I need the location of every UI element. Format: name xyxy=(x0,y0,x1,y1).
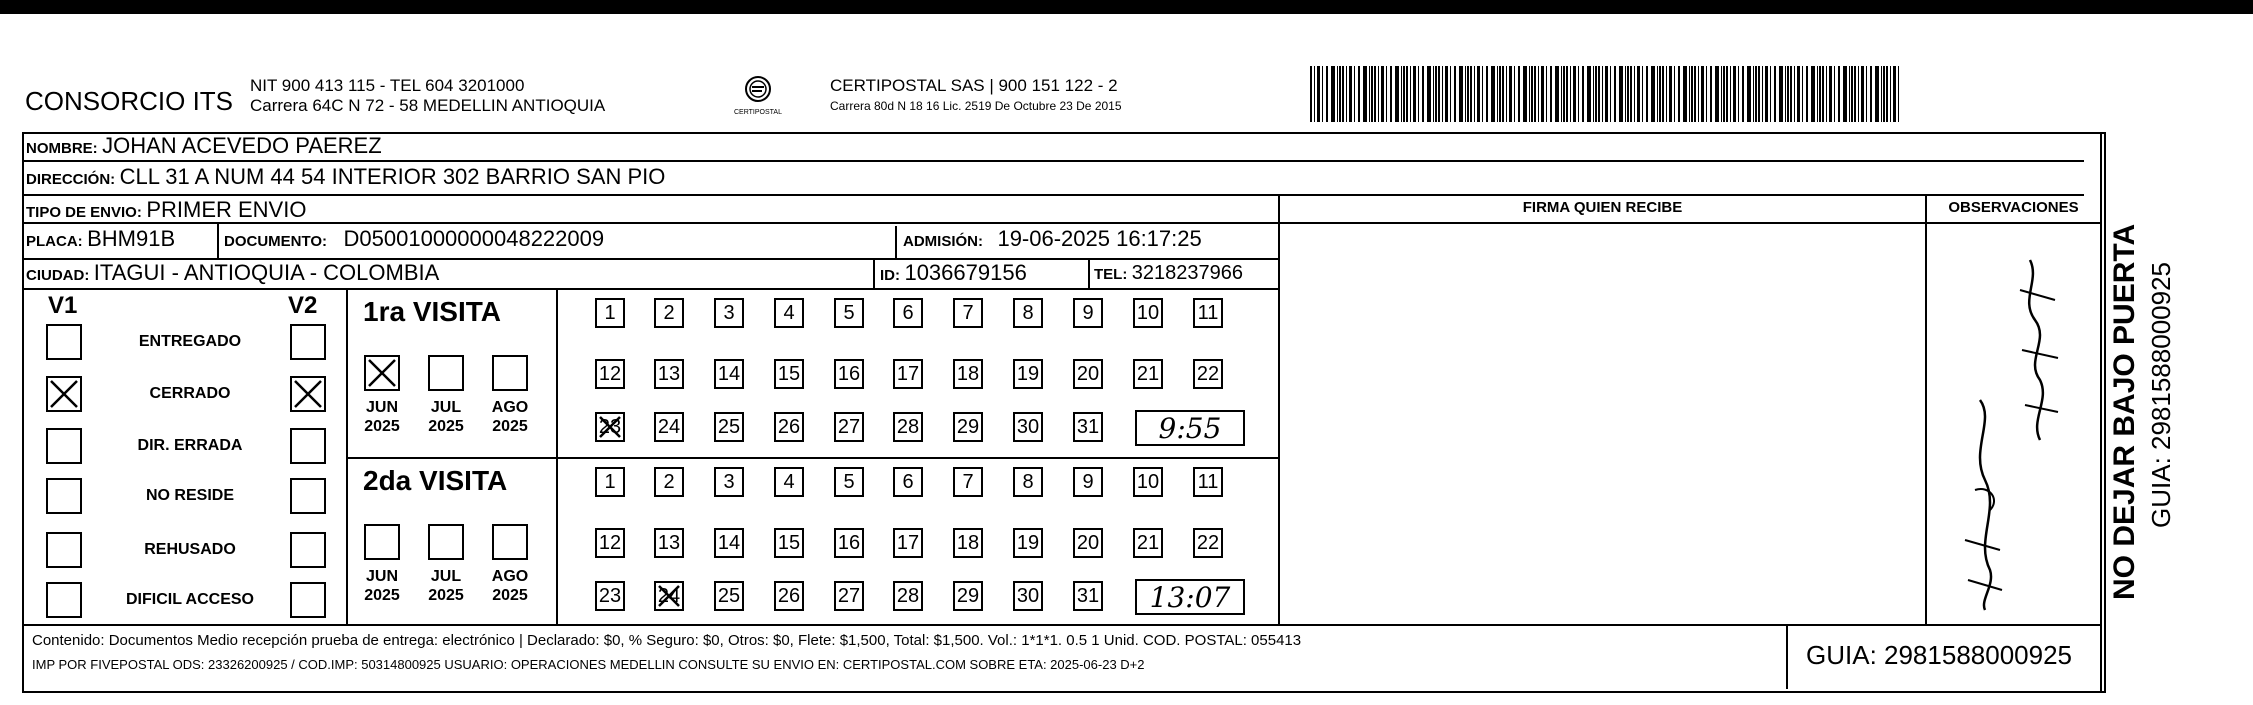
status-label: ENTREGADO xyxy=(138,333,242,350)
status-label: REHUSADO xyxy=(144,541,236,558)
day-number: 25 xyxy=(717,416,741,438)
day-number: 7 xyxy=(962,302,974,324)
v2-header: V2 xyxy=(288,292,318,319)
placa-value: BHM91B xyxy=(87,226,176,251)
day-number: 22 xyxy=(1196,363,1220,385)
visit-2-title: 2da VISITA xyxy=(363,465,508,496)
day-box[interactable] xyxy=(1073,412,1103,442)
side-guia: GUIA: 2981588000925 xyxy=(2146,262,2176,528)
admision-value: 19-06-2025 16:17:25 xyxy=(997,226,1202,251)
day-box[interactable] xyxy=(1013,412,1043,442)
tel-label: TEL: xyxy=(1094,266,1128,283)
day-number: 4 xyxy=(783,471,795,493)
day-number: 19 xyxy=(1016,532,1040,554)
day-box[interactable] xyxy=(595,581,625,611)
nit-line: NIT 900 413 115 - TEL 604 3201000 xyxy=(250,76,525,95)
month-name: AGO xyxy=(491,568,529,585)
day-box[interactable] xyxy=(834,528,864,558)
day-number: 28 xyxy=(896,416,920,438)
divider xyxy=(217,222,219,258)
day-box[interactable] xyxy=(1193,528,1223,558)
v2-checkbox[interactable] xyxy=(290,582,326,618)
day-number: 27 xyxy=(837,416,861,438)
nombre-row xyxy=(26,133,382,159)
day-number: 31 xyxy=(1076,416,1100,438)
day-number: 15 xyxy=(777,363,801,385)
v2-checkbox[interactable] xyxy=(290,532,326,568)
day-box[interactable] xyxy=(654,298,684,328)
day-number: 9 xyxy=(1082,302,1094,324)
day-number: 22 xyxy=(1196,532,1220,554)
divider xyxy=(346,457,1278,459)
month-year: 2025 xyxy=(492,418,528,435)
v1-header: V1 xyxy=(48,292,78,319)
day-box[interactable] xyxy=(654,412,684,442)
day-box[interactable] xyxy=(1073,298,1103,328)
day-number: 10 xyxy=(1136,302,1160,324)
ciudad-row xyxy=(26,260,439,286)
direccion-label: DIRECCIÓN: xyxy=(26,171,116,188)
day-box[interactable] xyxy=(1193,467,1223,497)
side-warning: NO DEJAR BAJO PUERTA xyxy=(2108,223,2141,600)
month-year: 2025 xyxy=(364,418,400,435)
day-box[interactable] xyxy=(1193,359,1223,389)
month-name: JUL xyxy=(430,399,462,416)
ciudad-label: CIUDAD: xyxy=(26,267,90,284)
day-number: 29 xyxy=(956,416,980,438)
direccion-row xyxy=(26,164,665,190)
divider xyxy=(2100,132,2102,691)
divider xyxy=(1278,194,1280,624)
certipostal-info xyxy=(830,76,1122,116)
day-box[interactable] xyxy=(1073,467,1103,497)
day-number: 8 xyxy=(1022,471,1034,493)
month-year: 2025 xyxy=(492,587,528,604)
day-box[interactable] xyxy=(1013,528,1043,558)
id-value: 1036679156 xyxy=(904,260,1027,285)
month-name: JUN xyxy=(365,568,398,585)
month-label xyxy=(421,567,471,605)
day-number: 12 xyxy=(598,532,622,554)
day-number: 24 xyxy=(657,585,681,607)
day-box[interactable] xyxy=(953,581,983,611)
id-label: ID: xyxy=(880,267,900,284)
day-box[interactable] xyxy=(1073,581,1103,611)
day-box[interactable] xyxy=(654,581,684,611)
day-number: 26 xyxy=(777,585,801,607)
day-box[interactable] xyxy=(953,359,983,389)
day-box[interactable] xyxy=(1013,467,1043,497)
divider xyxy=(1786,624,1788,689)
day-box[interactable] xyxy=(714,359,744,389)
tel-row xyxy=(1094,262,1243,285)
visit-time: 13:07 xyxy=(1135,579,1245,615)
top-border xyxy=(0,0,2253,14)
v2-checkbox[interactable] xyxy=(290,376,326,412)
day-number: 5 xyxy=(843,471,855,493)
day-box[interactable] xyxy=(953,412,983,442)
address-line: Carrera 64C N 72 - 58 MEDELLIN ANTIOQUIA xyxy=(250,96,606,115)
day-number: 13 xyxy=(657,532,681,554)
day-box[interactable] xyxy=(1133,528,1163,558)
day-box[interactable] xyxy=(774,581,804,611)
logo-text: CERTIPOSTAL xyxy=(734,109,782,116)
month-name: JUL xyxy=(430,568,462,585)
day-number: 21 xyxy=(1136,363,1160,385)
month-checkbox[interactable] xyxy=(428,355,464,391)
day-box[interactable] xyxy=(774,467,804,497)
day-box[interactable] xyxy=(893,298,923,328)
month-label xyxy=(421,398,471,436)
id-row xyxy=(880,260,1027,286)
placa-row xyxy=(26,226,175,252)
handwritten-observation xyxy=(1940,240,2090,620)
firma-header: FIRMA QUIEN RECIBE xyxy=(1522,199,1683,216)
v1-checkbox[interactable] xyxy=(46,324,82,360)
day-number: 16 xyxy=(837,363,861,385)
day-box[interactable] xyxy=(893,528,923,558)
day-box[interactable] xyxy=(714,528,744,558)
certipostal-line: CERTIPOSTAL SAS | 900 151 122 - 2 xyxy=(830,76,1118,95)
status-label: CERRADO xyxy=(149,385,231,402)
month-label xyxy=(485,398,535,436)
admision-row xyxy=(903,226,1202,252)
day-number: 24 xyxy=(657,416,681,438)
day-box[interactable] xyxy=(1133,467,1163,497)
footer-guia: GUIA: 2981588000925 xyxy=(1806,640,2072,670)
tipo-row xyxy=(26,197,306,223)
month-label xyxy=(357,398,407,436)
tipo-value: PRIMER ENVIO xyxy=(146,197,307,222)
company-info xyxy=(250,76,605,116)
day-number: 3 xyxy=(723,302,735,324)
day-number: 14 xyxy=(717,532,741,554)
divider xyxy=(1088,258,1090,288)
day-box[interactable] xyxy=(1013,359,1043,389)
day-number: 13 xyxy=(657,363,681,385)
day-box[interactable] xyxy=(893,467,923,497)
day-box[interactable] xyxy=(595,528,625,558)
day-box[interactable] xyxy=(893,581,923,611)
month-name: AGO xyxy=(491,399,529,416)
divider xyxy=(346,288,348,624)
day-box[interactable] xyxy=(774,298,804,328)
day-box[interactable] xyxy=(595,467,625,497)
day-number: 19 xyxy=(1016,363,1040,385)
month-year: 2025 xyxy=(364,587,400,604)
day-box[interactable] xyxy=(595,359,625,389)
v1-checkbox[interactable] xyxy=(46,582,82,618)
day-box[interactable] xyxy=(1013,298,1043,328)
divider xyxy=(22,160,2084,162)
v1-checkbox[interactable] xyxy=(46,478,82,514)
direccion-value: CLL 31 A NUM 44 54 INTERIOR 302 BARRIO SAN PIO xyxy=(119,164,666,189)
day-number: 26 xyxy=(777,416,801,438)
day-box[interactable] xyxy=(595,412,625,442)
divider xyxy=(556,288,558,624)
v2-checkbox[interactable] xyxy=(290,478,326,514)
day-box[interactable] xyxy=(834,298,864,328)
status-label: DIFICIL ACCESO xyxy=(125,591,254,608)
month-year: 2025 xyxy=(428,587,464,604)
day-number: 2 xyxy=(663,471,675,493)
divider xyxy=(1278,222,2102,224)
visit-1-title: 1ra VISITA xyxy=(363,296,501,327)
day-number: 21 xyxy=(1136,532,1160,554)
day-number: 15 xyxy=(777,532,801,554)
month-checkbox[interactable] xyxy=(492,524,528,560)
day-box[interactable] xyxy=(953,467,983,497)
day-box[interactable] xyxy=(1193,298,1223,328)
month-checkbox[interactable] xyxy=(428,524,464,560)
v1-checkbox[interactable] xyxy=(46,532,82,568)
v2-checkbox[interactable] xyxy=(290,324,326,360)
day-number: 5 xyxy=(843,302,855,324)
day-number: 11 xyxy=(1197,302,1219,324)
brand-name: CONSORCIO ITS xyxy=(25,86,234,116)
day-box[interactable] xyxy=(714,412,744,442)
day-number: 20 xyxy=(1076,363,1100,385)
v1-checkbox[interactable] xyxy=(46,428,82,464)
day-number: 30 xyxy=(1016,585,1040,607)
month-year: 2025 xyxy=(428,418,464,435)
tipo-label: TIPO DE ENVIO: xyxy=(26,204,142,221)
footer-line-1: Contenido: Documentos Medio recepción prueba de entrega: electrónico | Declarado: $0, % Seguro: $0, Otros: $0, Flete: $1,500, Total: $1,500. Vol.: 1*1*1. 0.5 1 Unid. COD. POSTAL: 055413 xyxy=(32,632,1302,649)
day-number: 1 xyxy=(604,471,616,493)
day-number: 23 xyxy=(598,416,622,438)
placa-label: PLACA: xyxy=(26,233,83,250)
month-checkbox[interactable] xyxy=(492,355,528,391)
day-number: 18 xyxy=(956,363,980,385)
ciudad-value: ITAGUI - ANTIOQUIA - COLOMBIA xyxy=(93,260,440,285)
status-label: DIR. ERRADA xyxy=(137,437,243,454)
admision-label: ADMISIÓN: xyxy=(903,233,983,250)
day-number: 11 xyxy=(1197,471,1219,493)
day-number: 3 xyxy=(723,471,735,493)
day-box[interactable] xyxy=(714,467,744,497)
visit-time: 9:55 xyxy=(1135,410,1245,446)
month-label xyxy=(357,567,407,605)
day-number: 28 xyxy=(896,585,920,607)
month-label xyxy=(485,567,535,605)
barcode xyxy=(1310,66,1906,122)
day-box[interactable] xyxy=(714,298,744,328)
nombre-label: NOMBRE: xyxy=(26,140,98,157)
month-checkbox[interactable] xyxy=(364,355,400,391)
day-number: 30 xyxy=(1016,416,1040,438)
documento-value: D05001000000048222009 xyxy=(343,226,605,251)
divider xyxy=(22,288,1278,290)
observaciones-header: OBSERVACIONES xyxy=(1948,199,2079,216)
day-box[interactable] xyxy=(1073,528,1103,558)
documento-row xyxy=(224,226,604,252)
form-frame xyxy=(22,132,2106,693)
divider xyxy=(1925,194,1927,624)
v2-checkbox[interactable] xyxy=(290,428,326,464)
tel-value: 3218237966 xyxy=(1131,262,1244,284)
day-box[interactable] xyxy=(654,528,684,558)
day-box[interactable] xyxy=(893,359,923,389)
day-number: 27 xyxy=(837,585,861,607)
status-label: NO RESIDE xyxy=(145,487,234,504)
day-box[interactable] xyxy=(1013,581,1043,611)
certipostal-address: Carrera 80d N 18 16 Lic. 2519 De Octubre 23 De 2015 xyxy=(830,99,1122,113)
day-number: 17 xyxy=(896,363,920,385)
divider xyxy=(873,258,875,288)
day-number: 23 xyxy=(598,585,622,607)
day-box[interactable] xyxy=(654,359,684,389)
day-number: 14 xyxy=(717,363,741,385)
day-box[interactable] xyxy=(774,359,804,389)
divider xyxy=(22,194,2084,196)
day-number: 17 xyxy=(896,532,920,554)
day-number: 6 xyxy=(902,302,914,324)
documento-label: DOCUMENTO: xyxy=(224,233,328,250)
day-number: 9 xyxy=(1082,471,1094,493)
day-number: 29 xyxy=(956,585,980,607)
day-box[interactable] xyxy=(774,528,804,558)
day-box[interactable] xyxy=(654,467,684,497)
day-number: 6 xyxy=(902,471,914,493)
month-name: JUN xyxy=(365,399,398,416)
day-number: 7 xyxy=(962,471,974,493)
day-box[interactable] xyxy=(834,359,864,389)
day-number: 1 xyxy=(604,302,616,324)
day-number: 12 xyxy=(598,363,622,385)
day-box[interactable] xyxy=(834,412,864,442)
day-number: 2 xyxy=(663,302,675,324)
month-checkbox[interactable] xyxy=(364,524,400,560)
divider xyxy=(22,624,2102,626)
day-box[interactable] xyxy=(1133,298,1163,328)
day-number: 20 xyxy=(1076,532,1100,554)
day-number: 31 xyxy=(1076,585,1100,607)
day-box[interactable] xyxy=(834,581,864,611)
day-number: 16 xyxy=(837,532,861,554)
day-number: 18 xyxy=(956,532,980,554)
day-box[interactable] xyxy=(774,412,804,442)
day-box[interactable] xyxy=(714,581,744,611)
day-box[interactable] xyxy=(1133,359,1163,389)
day-number: 8 xyxy=(1022,302,1034,324)
day-box[interactable] xyxy=(595,298,625,328)
nombre-value: JOHAN ACEVEDO PAEREZ xyxy=(102,133,382,158)
day-box[interactable] xyxy=(953,528,983,558)
day-box[interactable] xyxy=(893,412,923,442)
v1-checkbox[interactable] xyxy=(46,376,82,412)
day-number: 25 xyxy=(717,585,741,607)
day-box[interactable] xyxy=(1073,359,1103,389)
day-number: 4 xyxy=(783,302,795,324)
day-number: 10 xyxy=(1136,471,1160,493)
certipostal-logo xyxy=(722,72,794,122)
day-box[interactable] xyxy=(953,298,983,328)
divider xyxy=(895,226,897,258)
divider xyxy=(22,222,1278,224)
day-box[interactable] xyxy=(834,467,864,497)
footer-line-2: IMP POR FIVEPOSTAL ODS: 23326200925 / COD.IMP: 50314800925 USUARIO: OPERACIONES MEDELLIN CONSULTE SU ENVIO EN: CERTIPOSTAL.COM SOBRE ETA: 2025-06-23 D+2 xyxy=(32,657,1145,672)
